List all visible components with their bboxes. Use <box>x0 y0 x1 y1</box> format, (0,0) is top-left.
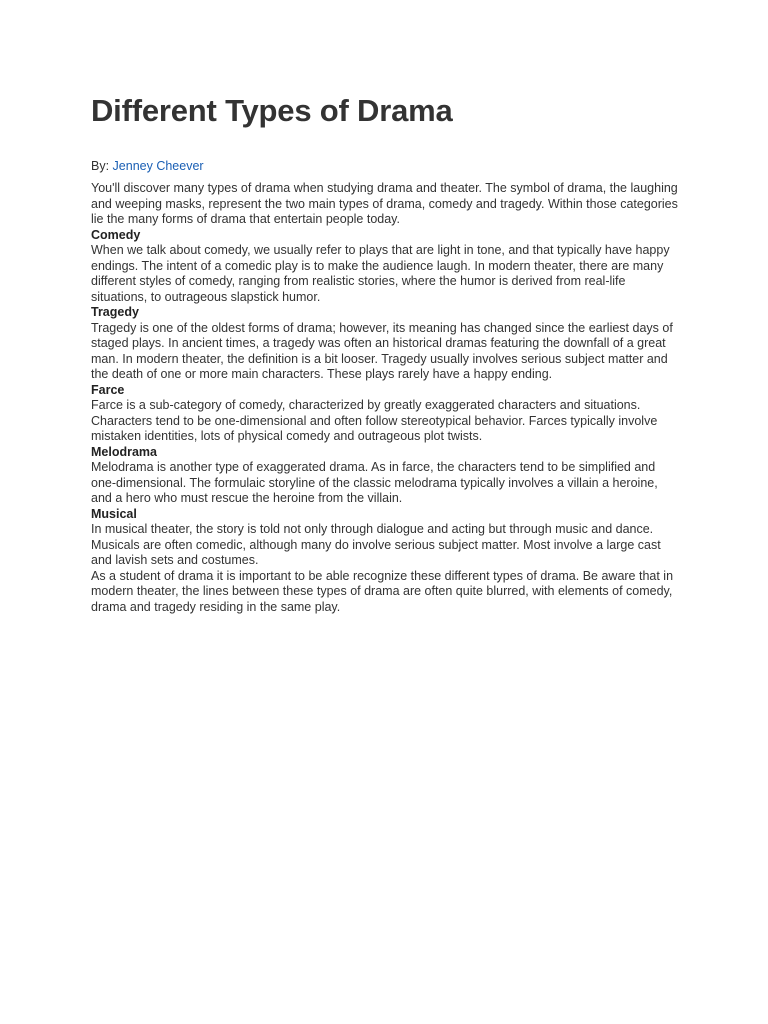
document-page <box>91 92 681 615</box>
byline <box>91 158 681 174</box>
byline-prefix: By: <box>91 159 113 173</box>
section-text-tragedy: Tragedy is one of the oldest forms of drama; however, its meaning has changed since the earliest days of staged plays. In ancient times, a tragedy was often an historical dramas featuring the downfall of a great man. In modern theater, the definition is a bit looser. Tragedy usually involves serious subject matter and the death of one or more main characters. These plays rarely have a happy ending. <box>91 320 673 381</box>
page-title: Different Types of Drama <box>91 93 453 128</box>
section-heading-melodrama: Melodrama <box>91 444 157 459</box>
article-body <box>91 181 681 615</box>
intro-paragraph: You'll discover many types of drama when studying drama and theater. The symbol of drama, the laughing and weeping masks, represent the two main types of drama, comedy and tragedy. Within those categories lie the many forms of drama that entertain people today. <box>91 181 678 226</box>
section-text-farce: Farce is a sub-category of comedy, characterized by greatly exaggerated characters and situations. Characters tend to be one-dimensional and often follow stereotypical behavior. Farces typically involve mistaken identities, lots of physical comedy and outrageous plot twists. <box>91 398 658 443</box>
section-text-melodrama: Melodrama is another type of exaggerated drama. As in farce, the characters tend to be simplified and one-dimensional. The formulaic storyline of the classic melodrama typically involves a villain a heroine, and a hero who must rescue the heroine from the villain. <box>91 460 658 505</box>
conclusion-paragraph: As a student of drama it is important to be able recognize these different types of drama. Be aware that in modern theater, the lines between these types of drama are often quite blurred, with elements of comedy, drama and tragedy residing in the same play. <box>91 568 674 614</box>
section-text-musical: In musical theater, the story is told not only through dialogue and acting but through music and dance. Musicals are often comedic, although many do involve serious subject matter. Most involve a large cast and lavish sets and costumes. <box>91 522 661 567</box>
section-heading-tragedy: Tragedy <box>91 305 139 319</box>
section-heading-musical: Musical <box>91 506 137 521</box>
section-heading-farce: Farce <box>91 382 125 397</box>
author-link[interactable]: Jenney Cheever <box>112 159 204 173</box>
section-heading-comedy: Comedy <box>91 227 141 242</box>
section-text-comedy: When we talk about comedy, we usually refer to plays that are light in tone, and that typically have happy endings. The intent of a comedic play is to make the audience laugh. In modern theater, there are many different styles of comedy, ranging from realistic stories, where the humor is derived from real-life situations, to outrageous slapstick humor. <box>91 243 670 304</box>
